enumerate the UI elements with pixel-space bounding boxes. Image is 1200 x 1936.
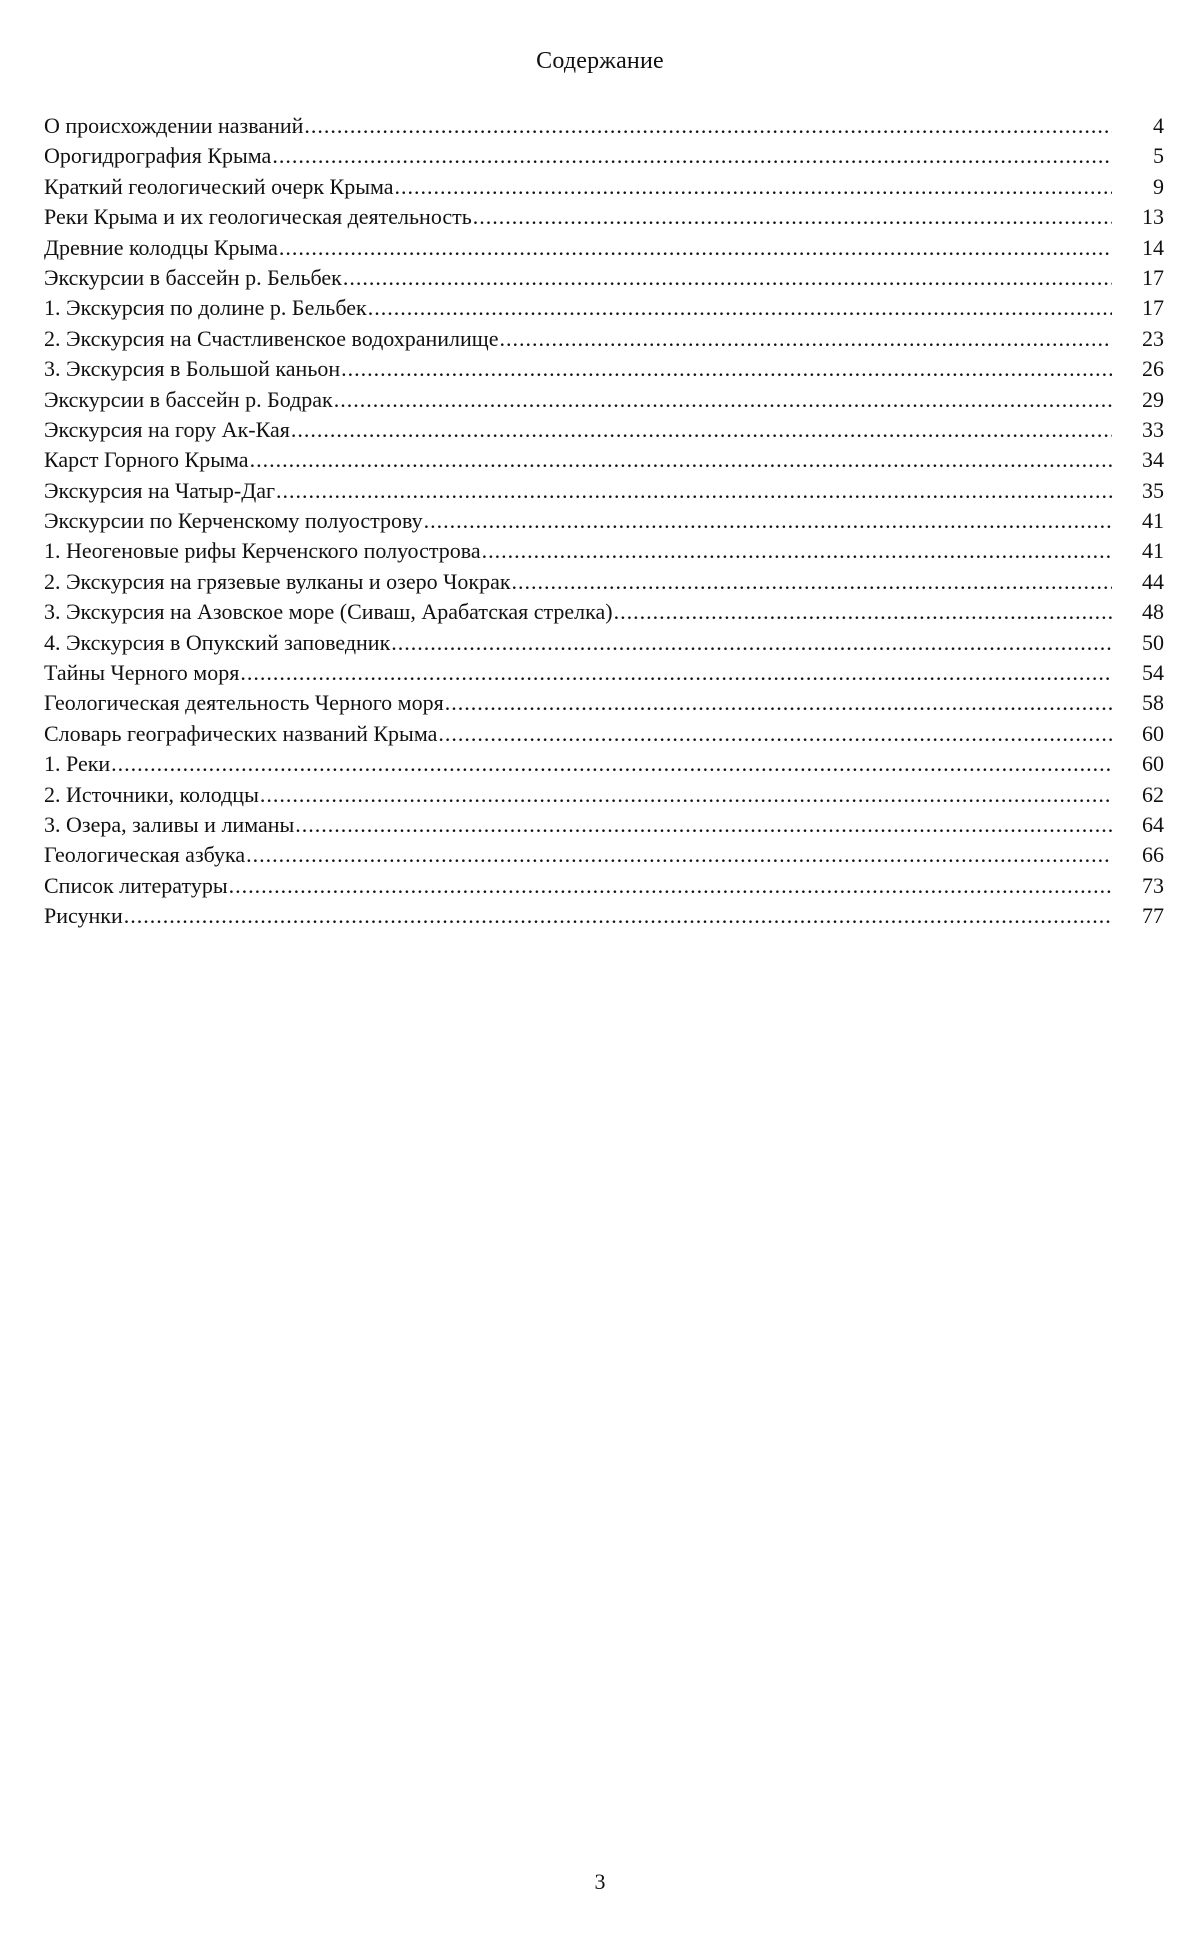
toc-entry — [44, 840, 1164, 870]
toc-entry-label: 1. Неогеновые рифы Керченского полуострова — [44, 536, 481, 566]
toc-leader-dots — [499, 324, 1112, 354]
toc-entry-label: Геологическая азбука — [44, 840, 245, 870]
toc-leader-dots — [391, 628, 1112, 658]
toc-entry — [44, 263, 1164, 293]
toc-entry — [44, 901, 1164, 931]
toc-leader-dots — [240, 658, 1112, 688]
toc-leader-dots — [304, 111, 1112, 141]
toc-entry-page: 5 — [1112, 141, 1164, 171]
toc-leader-dots — [482, 536, 1112, 566]
toc-entry-page: 33 — [1112, 415, 1164, 445]
toc-entry — [44, 385, 1164, 415]
toc-entry-label: 2. Экскурсия на Счастливенское водохранилище — [44, 324, 498, 354]
toc-leader-dots — [260, 780, 1112, 810]
toc-entry-label: 3. Экскурсия в Большой каньон — [44, 354, 340, 384]
toc-entry-page: 41 — [1112, 506, 1164, 536]
table-of-contents — [44, 111, 1164, 932]
toc-leader-dots — [343, 263, 1112, 293]
toc-entry-page: 62 — [1112, 780, 1164, 810]
toc-entry-page: 34 — [1112, 445, 1164, 475]
toc-entry-page: 35 — [1112, 476, 1164, 506]
toc-entry-page: 17 — [1112, 293, 1164, 323]
toc-leader-dots — [229, 871, 1112, 901]
toc-leader-dots — [341, 354, 1112, 384]
toc-entry-page: 44 — [1112, 567, 1164, 597]
toc-entry-label: 4. Экскурсия в Опукский заповедник — [44, 628, 390, 658]
toc-leader-dots — [276, 476, 1112, 506]
toc-leader-dots — [473, 202, 1112, 232]
toc-entry — [44, 324, 1164, 354]
toc-entry — [44, 172, 1164, 202]
toc-entry — [44, 810, 1164, 840]
toc-leader-dots — [246, 840, 1112, 870]
toc-entry-label: Карст Горного Крыма — [44, 445, 249, 475]
toc-leader-dots — [334, 385, 1112, 415]
toc-entry-page: 58 — [1112, 688, 1164, 718]
toc-entry-page: 54 — [1112, 658, 1164, 688]
toc-entry-page: 50 — [1112, 628, 1164, 658]
toc-entry — [44, 354, 1164, 384]
toc-entry-page: 60 — [1112, 719, 1164, 749]
toc-leader-dots — [614, 597, 1112, 627]
toc-entry-label: Реки Крыма и их геологическая деятельность — [44, 202, 472, 232]
toc-entry-label: Краткий геологический очерк Крыма — [44, 172, 394, 202]
toc-leader-dots — [295, 810, 1112, 840]
toc-entry-label: 3. Озера, заливы и лиманы — [44, 810, 294, 840]
toc-entry — [44, 597, 1164, 627]
toc-entry — [44, 233, 1164, 263]
toc-entry — [44, 141, 1164, 171]
toc-entry-page: 23 — [1112, 324, 1164, 354]
toc-leader-dots — [250, 445, 1112, 475]
toc-leader-dots — [279, 233, 1112, 263]
toc-leader-dots — [124, 901, 1112, 931]
toc-entry — [44, 719, 1164, 749]
toc-entry-label: Рисунки — [44, 901, 123, 931]
toc-entry — [44, 780, 1164, 810]
toc-entry-label: Словарь географических названий Крыма — [44, 719, 437, 749]
toc-entry-label: Экскурсии в бассейн р. Бодрак — [44, 385, 333, 415]
toc-entry — [44, 658, 1164, 688]
toc-entry — [44, 445, 1164, 475]
toc-entry — [44, 871, 1164, 901]
toc-entry — [44, 688, 1164, 718]
toc-entry-page: 48 — [1112, 597, 1164, 627]
toc-leader-dots — [272, 141, 1112, 171]
toc-entry-page: 26 — [1112, 354, 1164, 384]
toc-entry-page: 29 — [1112, 385, 1164, 415]
toc-entry-label: Орогидрография Крыма — [44, 141, 271, 171]
toc-entry-label: О происхождении названий — [44, 111, 303, 141]
toc-entry — [44, 749, 1164, 779]
toc-entry-page: 66 — [1112, 840, 1164, 870]
toc-entry-label: Список литературы — [44, 871, 228, 901]
toc-entry — [44, 536, 1164, 566]
toc-leader-dots — [512, 567, 1112, 597]
toc-entry-label: Экскурсия на Чатыр-Даг — [44, 476, 275, 506]
toc-entry-label: 3. Экскурсия на Азовское море (Сиваш, Арабатская стрелка) — [44, 597, 613, 627]
toc-leader-dots — [291, 415, 1112, 445]
toc-entry — [44, 202, 1164, 232]
toc-entry — [44, 506, 1164, 536]
page-number: 3 — [0, 1868, 1200, 1896]
toc-entry-label: 2. Экскурсия на грязевые вулканы и озеро Чокрак — [44, 567, 511, 597]
toc-entry-label: Экскурсия на гору Ак-Кая — [44, 415, 290, 445]
toc-entry-label: 1. Реки — [44, 749, 110, 779]
toc-entry-label: Тайны Черного моря — [44, 658, 239, 688]
toc-entry-page: 14 — [1112, 233, 1164, 263]
toc-entry-page: 41 — [1112, 536, 1164, 566]
toc-entry-page: 77 — [1112, 901, 1164, 931]
toc-entry-label: Экскурсии по Керченскому полуострову — [44, 506, 423, 536]
toc-entry — [44, 628, 1164, 658]
toc-leader-dots — [445, 688, 1112, 718]
toc-entry-page: 4 — [1112, 111, 1164, 141]
toc-entry-label: Экскурсии в бассейн р. Бельбек — [44, 263, 342, 293]
toc-leader-dots — [424, 506, 1112, 536]
toc-entry-label: 2. Источники, колодцы — [44, 780, 259, 810]
toc-entry-page: 64 — [1112, 810, 1164, 840]
toc-leader-dots — [395, 172, 1112, 202]
toc-entry — [44, 415, 1164, 445]
toc-entry-label: Древние колодцы Крыма — [44, 233, 278, 263]
toc-entry-page: 13 — [1112, 202, 1164, 232]
toc-leader-dots — [438, 719, 1112, 749]
toc-entry-page: 60 — [1112, 749, 1164, 779]
toc-entry — [44, 111, 1164, 141]
toc-entry — [44, 476, 1164, 506]
toc-entry-page: 73 — [1112, 871, 1164, 901]
toc-leader-dots — [368, 293, 1112, 323]
document-page — [0, 0, 1200, 1936]
toc-entry-label: 1. Экскурсия по долине р. Бельбек — [44, 293, 367, 323]
toc-entry — [44, 567, 1164, 597]
toc-entry-page: 9 — [1112, 172, 1164, 202]
page-title: Содержание — [0, 46, 1200, 76]
toc-leader-dots — [111, 749, 1112, 779]
toc-entry-label: Геологическая деятельность Черного моря — [44, 688, 444, 718]
toc-entry-page: 17 — [1112, 263, 1164, 293]
toc-entry — [44, 293, 1164, 323]
